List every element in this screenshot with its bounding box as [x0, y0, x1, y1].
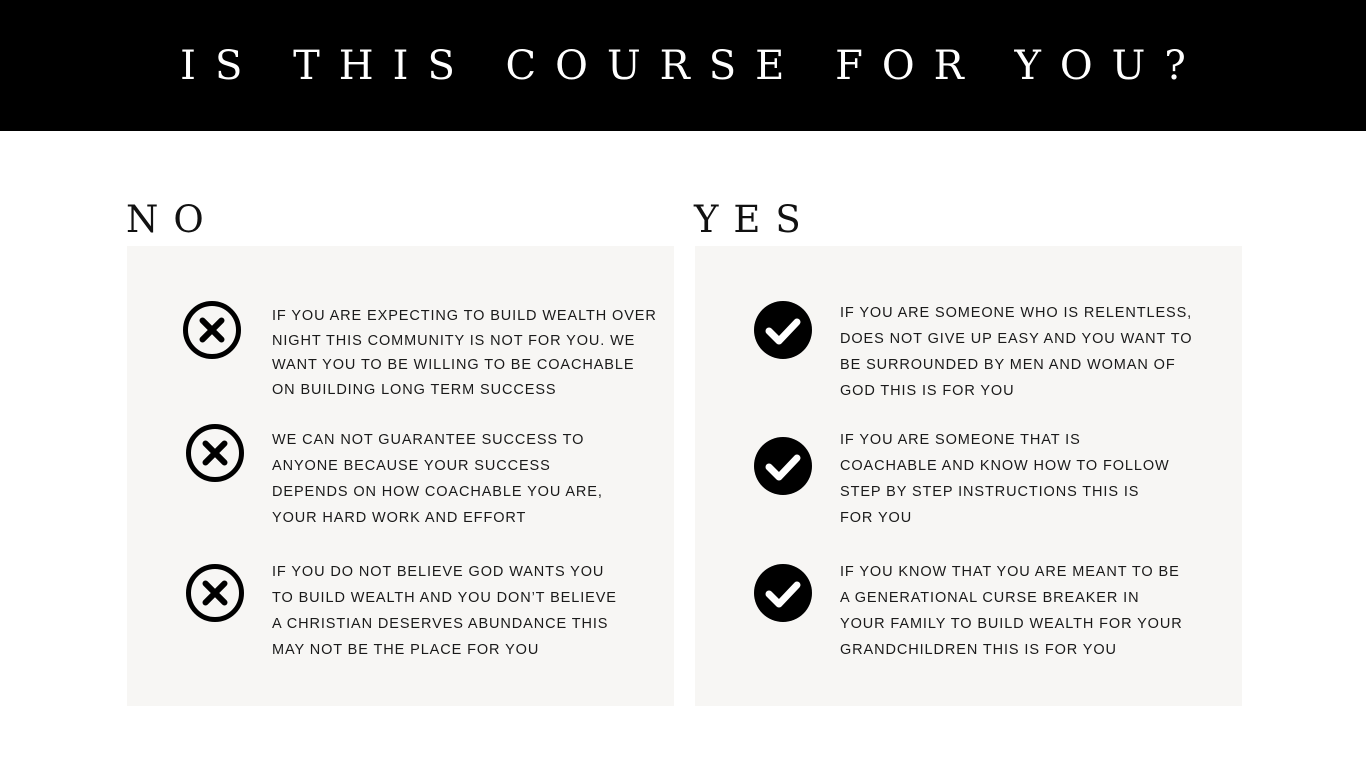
x-circle-icon	[182, 300, 242, 360]
page-title: IS THIS COURSE FOR YOU?	[180, 42, 1205, 89]
yes-heading: YES	[694, 198, 816, 241]
no-item-1-text: IF YOU ARE EXPECTING TO BUILD WEALTH OVER NIGHT THIS COMMUNITY IS NOT FOR YOU. WE WANT YOU TO BE WILLING TO BE COACHABLE ON BUILDING LONG TERM SUCCESS	[272, 308, 657, 399]
no-item-3-text: IF YOU DO NOT BELIEVE GOD WANTS YOU TO BUILD WEALTH AND YOU DON’T BELIEVE A CHRISTIAN DESERVES ABUNDANCE THIS MAY NOT BE THE PLACE FOR YOU	[272, 564, 617, 658]
check-circle-icon	[753, 436, 813, 496]
no-heading: NO	[126, 198, 219, 241]
yes-item-2-text: IF YOU ARE SOMEONE THAT IS COACHABLE AND KNOW HOW TO FOLLOW STEP BY STEP INSTRUCTIONS THIS IS FOR YOU	[840, 432, 1170, 526]
yes-item-1-text: IF YOU ARE SOMEONE WHO IS RELENTLESS, DOES NOT GIVE UP EASY AND YOU WANT TO BE SURROUNDED BY MEN AND WOMAN OF GOD THIS IS FOR YOU	[840, 305, 1193, 399]
yes-item-3-text: IF YOU KNOW THAT YOU ARE MEANT TO BE A GENERATIONAL CURSE BREAKER IN YOUR FAMILY TO BUILD WEALTH FOR YOUR GRANDCHILDREN THIS IS FOR YOU	[840, 564, 1183, 658]
check-circle-icon	[753, 300, 813, 360]
check-circle-icon	[753, 563, 813, 623]
x-circle-icon	[185, 423, 245, 483]
header-banner	[0, 0, 1366, 131]
x-circle-icon	[185, 563, 245, 623]
no-item-2-text: WE CAN NOT GUARANTEE SUCCESS TO ANYONE BECAUSE YOUR SUCCESS DEPENDS ON HOW COACHABLE YOU ARE, YOUR HARD WORK AND EFFORT	[272, 432, 603, 526]
